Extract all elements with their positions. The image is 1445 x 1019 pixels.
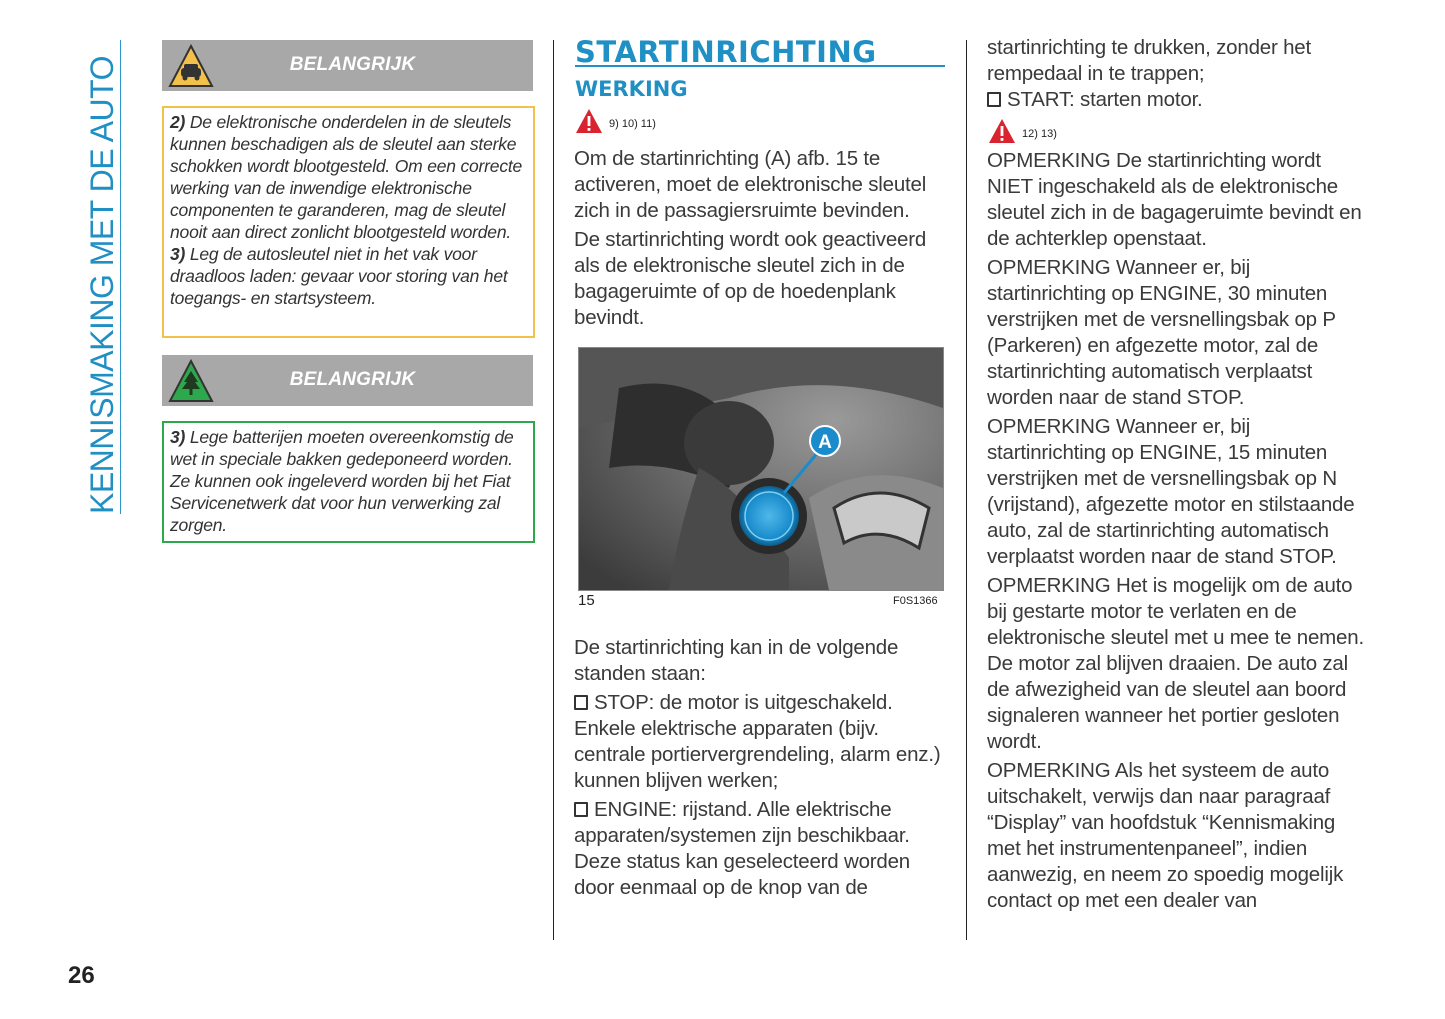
bullet-start: START: starten motor.: [987, 87, 1367, 113]
section-heading: STARTINRICHTING: [575, 35, 945, 67]
paragraph-activation: Om de startinrichting (A) afb. 15 te activeren, moet de elektronische sleutel zich in de passagiersruimte bevinden.: [574, 147, 927, 222]
warning-2-item-1: [170, 426, 527, 536]
chapter-side-title: [80, 40, 121, 514]
warning-1-item-1: [170, 111, 527, 243]
warning-1-item-2-num: 3): [170, 244, 186, 264]
section-subheading: WERKING: [575, 77, 688, 101]
warning-header-1-label: BELANGRIJK: [289, 54, 416, 75]
warning-1-item-2: [170, 243, 527, 309]
warning-refs-right: [988, 118, 1057, 144]
warning-2-item-1-num: 3): [170, 427, 186, 447]
note-system-off: OPMERKING Als het systeem de auto uitschakelt, verwijs dan naar paragraaf “Display” van hoofdstuk “Kennismaking met het instrumentenpaneel”, indien aanwezig, en neem zo spoedig mogelijk contact op met een dealer van: [987, 759, 1344, 912]
bullet-stop: STOP: de motor is uitgeschakeld. Enkele elektrische apparaten (bijv. centrale portiervergrendeling, alarm enz.) kunnen blijven werken;: [574, 690, 950, 794]
right-text-top: [987, 35, 1367, 116]
warning-header-2-label: BELANGRIJK: [289, 369, 416, 390]
note-park-30min: OPMERKING Wanneer er, bij startinrichting op ENGINE, 30 minuten verstrijken met de versnellingsbak op P (Parkeren) en afgezette motor, zal de startinrichting automatisch verplaatst worden naar de stand STOP.: [987, 256, 1336, 409]
column-divider-left: [553, 40, 554, 940]
paragraph-continuation: startinrichting te drukken, zonder het rempedaal in te trappen;: [987, 36, 1311, 85]
figure-callout-a: A: [818, 432, 832, 453]
warning-box-2: [162, 421, 535, 543]
chapter-side-title-text: KENNISMAKING MET DE AUTO: [84, 55, 120, 514]
warning-1-item-2-text: Leg de autosleutel niet in het vak voor draadloos laden: gevaar voor storing van het toegangs- en startsysteem.: [170, 244, 508, 308]
figure-start-button: [578, 347, 944, 591]
note-neutral-15min: OPMERKING Wanneer er, bij startinrichting op ENGINE, 15 minuten verstrijken met de versnellingsbak op N (vrijstand), afgezette motor en stilstaande auto, zal de startinrichting automatisch verplaatst worden naar de stand STOP.: [987, 415, 1355, 568]
warning-refs-middle: [575, 108, 656, 134]
danger-triangle-icon: [988, 118, 1016, 144]
warning-refs-middle-text: 9) 10) 11): [609, 118, 656, 130]
page-number: 26: [68, 962, 95, 989]
danger-triangle-icon: [575, 108, 603, 134]
start-button-illustration: [579, 348, 943, 590]
figure-code: F0S1366: [893, 595, 938, 607]
warning-1-item-1-text: De elektronische onderdelen in de sleutels kunnen beschadigen als de sleutel aan sterke schokken wordt blootgesteld. Om een correcte werking van de inwendige elektronische componenten te garanderen, mag de sleutel nooit aan direct zonlicht blootgesteld worden.: [170, 112, 523, 242]
warning-2-item-1-text: Lege batterijen moeten overeenkomstig de wet in speciale bakken gedeponeerd worden. Ze kunnen ook ingeleverd worden bij het Fiat Servicenetwerk dat voor hun verwerking zal zorgen.: [170, 427, 514, 535]
warning-refs-right-text: 12) 13): [1022, 128, 1057, 140]
warning-box-1: [162, 106, 535, 338]
middle-text-top: [574, 146, 950, 334]
paragraph-luggage: De startinrichting wordt ook geactiveerd als de elektronische sleutel zich in de bagageruimte of op de hoedenplank bevindt.: [574, 228, 927, 329]
warning-1-item-1-num: 2): [170, 112, 186, 132]
note-leave-car: OPMERKING Het is mogelijk om de auto bij gestarte motor te verlaten en de elektronische sleutel met u mee te nemen. De motor zal blijven draaien. De auto zal de afwezigheid van de sleutel aan boord signaleren wanneer het portier gesloten wordt.: [987, 574, 1364, 753]
bullet-engine: ENGINE: rijstand. Alle elektrische apparaten/systemen zijn beschikbaar. Deze status kan geselecteerd worden door eenmaal op de knop van de: [574, 797, 950, 901]
middle-text-bottom: [574, 635, 950, 904]
right-text-notes: [987, 148, 1367, 917]
figure-number: 15: [578, 592, 595, 609]
column-divider-right: [966, 40, 967, 940]
paragraph-positions: De startinrichting kan in de volgende standen staan:: [574, 636, 899, 685]
warning-header-1: [162, 40, 533, 91]
note-trunk: OPMERKING De startinrichting wordt NIET ingeschakeld als de elektronische sleutel zich in de bagageruimte bevindt en de achterklep openstaat.: [987, 149, 1362, 250]
warning-header-2: [162, 355, 533, 406]
